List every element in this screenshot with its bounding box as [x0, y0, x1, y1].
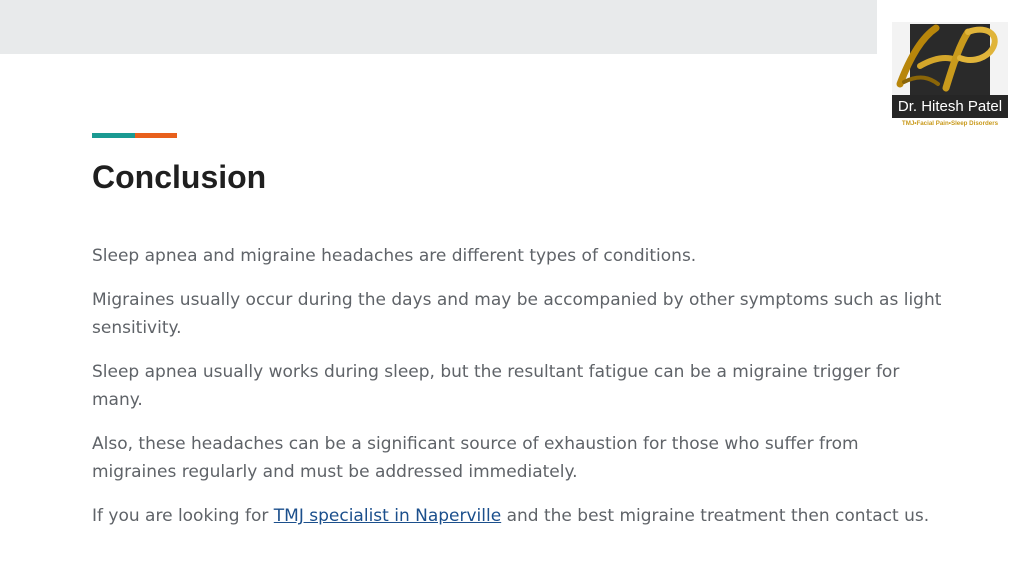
header-band [0, 0, 877, 54]
title-accent-bar [92, 133, 177, 138]
accent-teal-segment [92, 133, 135, 138]
logo-name: Dr. Hitesh Patel [892, 95, 1008, 118]
accent-orange-segment [135, 133, 177, 138]
paragraph-2: Migraines usually occur during the days and may be accompanied by other symptoms such as light sensitivity. [92, 290, 942, 338]
hp-monogram-icon [890, 22, 1010, 96]
cta-paragraph [92, 502, 942, 530]
paragraph-4: Also, these headaches can be a significant source of exhaustion for those who suffer from migraines regularly and must be addressed immediately. [92, 434, 859, 482]
slide-title: Conclusion [92, 159, 267, 195]
slide-body [92, 242, 942, 546]
paragraph-1: Sleep apnea and migraine headaches are different types of conditions. [92, 246, 697, 266]
cta-text-after: and the best migraine treatment then contact us. [501, 506, 930, 526]
logo [890, 22, 1010, 130]
tmj-specialist-link[interactable]: TMJ specialist in Naperville [273, 506, 502, 526]
logo-tagline: TMJ•Facial Pain•Sleep Disorders [901, 120, 999, 127]
paragraph-3: Sleep apnea usually works during sleep, but the resultant fatigue can be a migraine trigger for many. [92, 362, 900, 410]
cta-text-before: If you are looking for [92, 506, 274, 526]
